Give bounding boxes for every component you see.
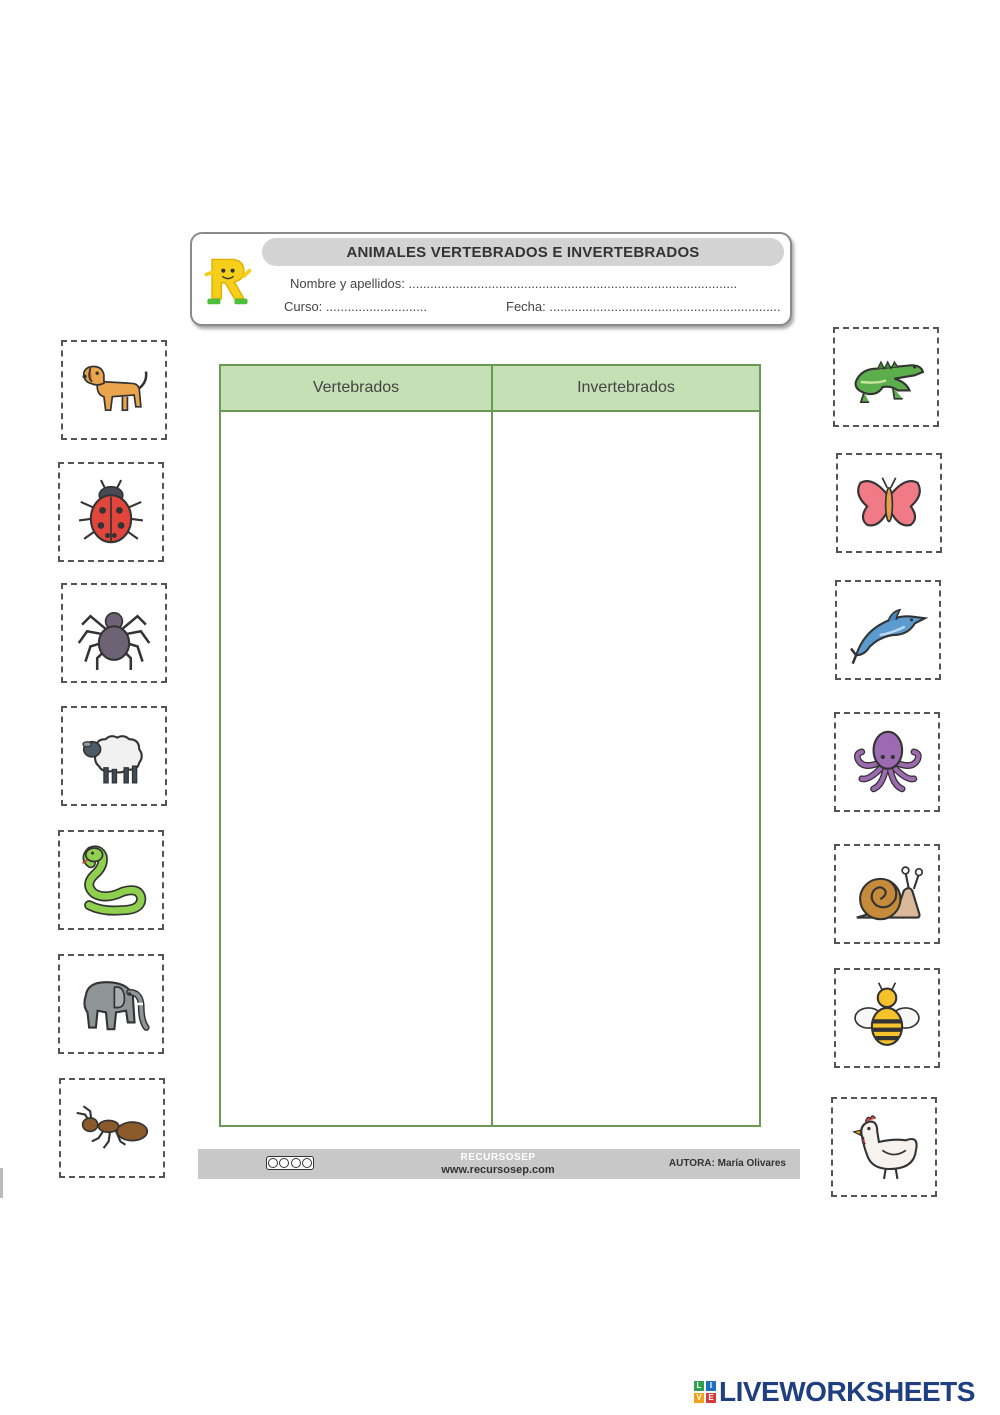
liveworksheets-watermark [694, 1376, 975, 1408]
crocodile-icon [844, 335, 928, 419]
page-title: ANIMALES VERTEBRADOS E INVERTEBRADOS [346, 243, 700, 261]
animal-card-ladybug[interactable] [58, 462, 164, 562]
worksheet-header [190, 232, 792, 326]
edge-mark [0, 1168, 3, 1198]
title-bar [262, 238, 784, 266]
snake-icon [69, 838, 153, 922]
footer-brand: RECURSOSEP [460, 1152, 536, 1163]
animal-card-dolphin[interactable] [835, 580, 941, 680]
dog-icon [72, 348, 156, 432]
footer-author: AUTORA: María Olivares [668, 1158, 786, 1169]
column-header-vertebrados: Vertebrados [221, 366, 491, 412]
column-header-invertebrados: Invertebrados [493, 366, 759, 412]
ladybug-icon [69, 470, 153, 554]
animal-card-hen[interactable] [831, 1097, 937, 1197]
liveworksheets-logo-icon: L I V E [694, 1381, 716, 1403]
animal-card-elephant[interactable] [58, 954, 164, 1054]
date-field[interactable]: Fecha: ................................................................ [506, 299, 781, 314]
course-field[interactable]: Curso: ............................ [284, 299, 428, 314]
sheep-icon [72, 714, 156, 798]
animal-card-sheep[interactable] [61, 706, 167, 806]
ant-icon [70, 1086, 154, 1170]
animal-card-snake[interactable] [58, 830, 164, 930]
animal-card-spider[interactable] [61, 583, 167, 683]
dolphin-icon [846, 588, 930, 672]
animal-card-snail[interactable] [834, 844, 940, 944]
snail-icon [845, 852, 929, 936]
butterfly-icon [847, 461, 931, 545]
creative-commons-icon [266, 1156, 314, 1170]
drop-zone-vertebrados[interactable] [221, 412, 491, 1125]
bee-icon [845, 976, 929, 1060]
footer-site [428, 1152, 568, 1176]
classification-table [219, 364, 761, 1127]
animal-card-octopus[interactable] [834, 712, 940, 812]
worksheet-footer [198, 1149, 800, 1179]
animal-card-dog[interactable] [61, 340, 167, 440]
animal-card-bee[interactable] [834, 968, 940, 1068]
hen-icon [842, 1105, 926, 1189]
spider-icon [72, 591, 156, 675]
footer-url: www.recursosep.com [441, 1164, 555, 1176]
elephant-icon [69, 962, 153, 1046]
name-field[interactable]: Nombre y apellidos: ........................................................................................... [290, 276, 738, 291]
recursosep-logo-icon [198, 252, 256, 308]
animal-card-crocodile[interactable] [833, 327, 939, 427]
watermark-text: LIVEWORKSHEETS [719, 1376, 975, 1407]
octopus-icon [845, 720, 929, 804]
animal-card-butterfly[interactable] [836, 453, 942, 553]
drop-zone-invertebrados[interactable] [493, 412, 759, 1125]
animal-card-ant[interactable] [59, 1078, 165, 1178]
